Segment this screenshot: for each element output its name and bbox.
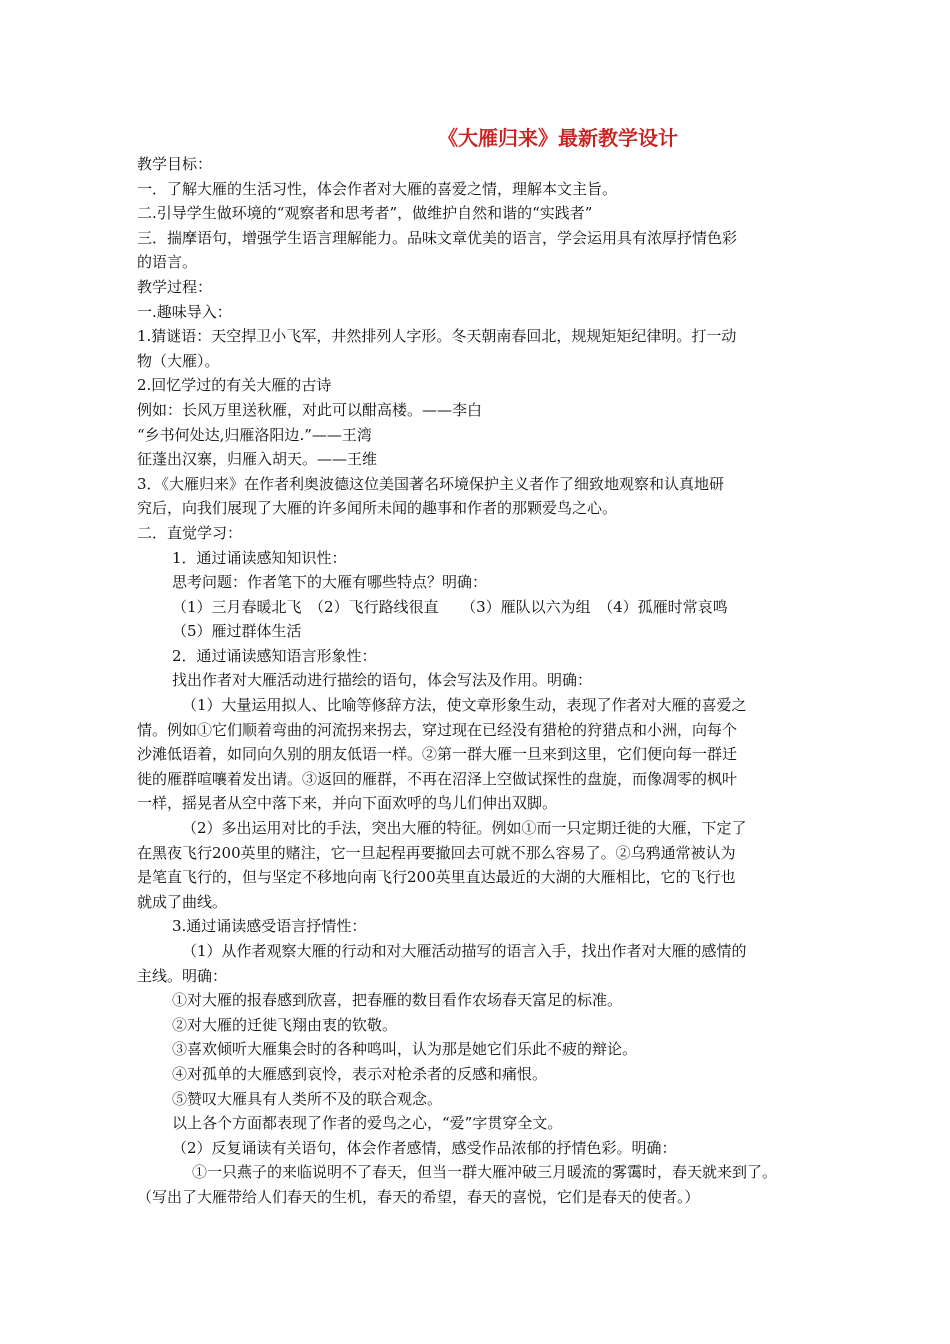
text-line: 1．通过诵读感知知识性： (172, 548, 347, 567)
text-line: （1）从作者观察大雁的行动和对大雁活动描写的语言入手，找出作者对大雁的感情的 (182, 942, 747, 960)
text-line: 1.猜谜语：天空捍卫小飞军，井然排列人字形。冬天朝南春回北，规规矩矩纪律明。打一动 (137, 327, 737, 346)
text-line: 沙滩低语着，如同向久别的朋友低语一样。②第一群大雁一旦来到这里，它们便向每一群迁 (137, 745, 738, 764)
text-line: ⑤赞叹大雁具有人类所不及的联合观念。 (172, 1089, 443, 1108)
text-line: （2）多出运用对比的手法，突出大雁的特征。例如①而一只定期迁徙的大雁，下定了 (182, 819, 747, 838)
text-line: 例如：长风万里送秋雁，对此可以酣高楼。——李白 (137, 400, 483, 419)
text-line: 3．《大雁归来》在作者利奥波德这位美国著名环境保护主义者作了细致地观察和认真地研 (137, 474, 725, 493)
text-line: 三．揣摩语句，增强学生语言理解能力。品味文章优美的语言，学会运用具有浓厚抒情色彩 (137, 228, 738, 247)
text-line: 思考问题：作者笔下的大雁有哪些特点？明确： (172, 573, 488, 592)
text-line: 徙的雁群喧嚷着发出请。③返回的雁群，不再在沼泽上空做试探性的盘旋，而像凋零的枫叶 (137, 769, 738, 788)
text-line: 教学目标： (137, 155, 213, 173)
text-line: 一.趣味导入： (137, 302, 232, 321)
text-line: 2.回忆学过的有关大雁的古诗 (137, 376, 332, 395)
text-line: （写出了大雁带给人们春天的生机，春天的希望，春天的喜悦，它们是春天的使者。） (137, 1187, 700, 1206)
text-line: 主线。明确： (137, 966, 228, 985)
text-line: ③喜欢倾听大雁集会时的各种鸣叫，认为那是她它们乐此不疲的辩论。 (172, 1040, 638, 1059)
text-line: 一样，摇晃者从空中落下来，并向下面欢呼的鸟儿们伸出双脚。 (137, 794, 558, 813)
text-line: 以上各个方面都表现了作者的爱鸟之心，“爱”字贯穿全文。 (172, 1114, 563, 1133)
text-line: （2）反复诵读有关语句，体会作者感情，感受作品浓郁的抒情色彩。明确： (172, 1138, 677, 1157)
text-line: 二．直觉学习： (137, 523, 243, 542)
text-line: “乡书何处达,归雁洛阳边.”——王湾 (137, 425, 372, 444)
text-line: ①对大雁的报春感到欣喜，把春雁的数目看作农场春天富足的标准。 (172, 991, 623, 1010)
text-line: 就成了曲线。 (137, 892, 228, 911)
text-line: （5）雁过群体生活 (172, 622, 302, 641)
text-line: 的语言。 (137, 253, 198, 272)
text-line: （1）三月春暖北飞 （2）飞行路线很直 （3）雁队以六为组 （4）孤雁时常哀鸣 (172, 597, 728, 616)
text-line: 在黑夜飞行200英里的赌注，它一旦起程再要撤回去可就不那么容易了。②乌鸦通常被认为 (137, 843, 736, 862)
text-line: 物（大雁）。 (137, 351, 220, 370)
text-line: （1）大量运用拟人、比喻等修辞方法，使文章形象生动，表现了作者对大雁的喜爱之 (182, 696, 747, 715)
text-line: 一．了解大雁的生活习性，体会作者对大雁的喜爱之情，理解本文主旨。 (137, 179, 618, 198)
text-line: 究后，向我们展现了大雁的许多闻所未闻的趣事和作者的那颗爱鸟之心。 (137, 499, 618, 518)
text-line: 是笔直飞行的，但与坚定不移地向南飞行200英里直达最近的大湖的大雁相比，它的飞行也 (137, 868, 736, 887)
text-line: 情。例如①它们顺着弯曲的河流拐来拐去，穿过现在已经没有猎枪的狩猎点和小洲，向每个 (137, 720, 738, 739)
text-line: 征蓬出汉寨，归雁入胡天。——王维 (137, 450, 378, 469)
text-line: ④对孤单的大雁感到哀怜，表示对枪杀者的反感和痛恨。 (172, 1064, 548, 1083)
text-line: ②对大雁的迁徙飞翔由衷的钦敬。 (172, 1015, 398, 1034)
text-line: 教学过程： (137, 277, 213, 296)
document-body (137, 152, 827, 1210)
document-title: 《大雁归来》最新教学设计 (438, 126, 678, 150)
text-line: 二.引导学生做环境的“观察者和思考者”，做维护自然和谐的“实践者” (137, 204, 593, 223)
text-line: 找出作者对大雁活动进行描绘的语句，体会写法及作用。明确： (172, 671, 593, 690)
text-line: ①一只燕子的来临说明不了春天，但当一群大雁冲破三月暖流的雾霭时，春天就来到了。 (192, 1163, 778, 1182)
text-line: 2．通过诵读感知语言形象性： (172, 646, 377, 665)
text-line: 3.通过诵读感受语言抒情性： (172, 917, 367, 936)
